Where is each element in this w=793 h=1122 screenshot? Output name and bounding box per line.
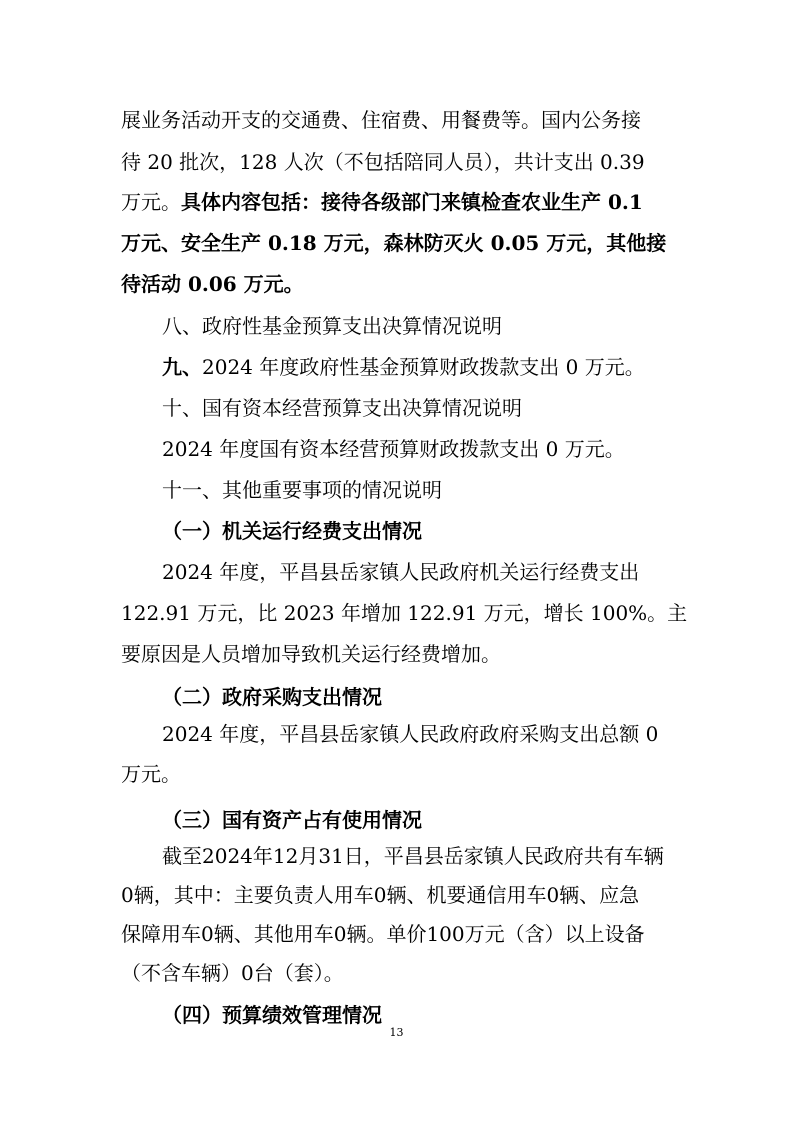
- paragraph-line: 122.91 万元，比 2023 年增加 122.91 万元，增长 100%。主: [121, 601, 688, 625]
- subsection-heading: （二）政府采购支出情况: [162, 685, 382, 709]
- paragraph-line: 待活动 0.06 万元。: [121, 272, 304, 296]
- paragraph-line: 要原因是人员增加导致机关运行经费增加。: [121, 642, 501, 666]
- paragraph-line: 展业务活动开支的交通费、住宿费、用餐费等。国内公务接: [121, 108, 641, 132]
- paragraph-line: 2024 年度，平昌县岳家镇人民政府政府采购支出总额 0: [162, 722, 659, 746]
- subsection-heading: （三）国有资产占有使用情况: [162, 808, 422, 832]
- paragraph-line: 九、2024 年度政府性基金预算财政拨款支出 0 万元。: [162, 355, 645, 379]
- paragraph-line: 2024 年度，平昌县岳家镇人民政府机关运行经费支出: [162, 560, 640, 584]
- subsection-heading: （四）预算绩效管理情况: [162, 1003, 382, 1027]
- section-heading: 十一、其他重要事项的情况说明: [162, 478, 442, 502]
- paragraph-line: 万元。具体内容包括：接待各级部门来镇检查农业生产 0.1: [121, 190, 643, 214]
- paragraph-line: 万元。: [121, 762, 181, 786]
- section-heading: 十、国有资本经营预算支出决算情况说明: [162, 396, 522, 420]
- paragraph-line: 待 20 批次，128 人次（不包括陪同人员），共计支出 0.39: [121, 150, 645, 174]
- section-heading: 八、政府性基金预算支出决算情况说明: [162, 314, 502, 338]
- paragraph-line: （不含车辆）0台（套）。: [121, 961, 344, 985]
- page-number: 13: [389, 1026, 404, 1039]
- subsection-heading: （一）机关运行经费支出情况: [162, 519, 422, 543]
- paragraph-line: 截至2024年12月31日，平昌县岳家镇人民政府共有车辆: [162, 844, 664, 868]
- paragraph-line: 万元、安全生产 0.18 万元，森林防灭火 0.05 万元，其他接: [121, 231, 667, 255]
- paragraph-line: 2024 年度国有资本经营预算财政拨款支出 0 万元。: [162, 437, 625, 461]
- paragraph-line: 0辆，其中：主要负责人用车0辆、机要通信用车0辆、应急: [121, 883, 640, 907]
- paragraph-line: 保障用车0辆、其他用车0辆。单价100万元（含）以上设备: [121, 922, 645, 946]
